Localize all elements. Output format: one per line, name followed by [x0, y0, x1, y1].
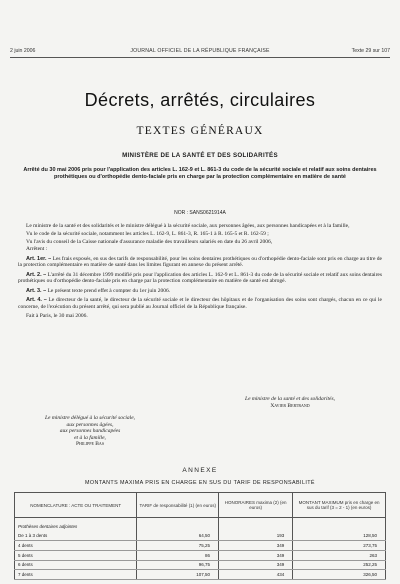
group-label: Prothèses dentaires adjointes [15, 518, 137, 532]
body-paragraph: Arrêtent : [26, 246, 48, 253]
section-title: TEXTES GÉNÉRAUX [136, 125, 264, 137]
article-text: Le présent texte prend effet à compter du 1er juin 2006. [47, 287, 171, 294]
article-text: L'arrêté du 31 décembre 1999 modifié pris pour l'application des articles L. 162-9 et L. 861-3 du code de la sécurité sociale et relatif aux soins dentaires prothétiques ou d'orthopédie dento-faciale pris en charge par la protection complémentaire en matière de santé est abrogé. [18, 271, 383, 285]
signature-role-line: et à la famille, [74, 434, 106, 441]
cell-tarif: 86 [137, 550, 219, 560]
cell-honoraires: 434 [219, 570, 293, 580]
column-header-honoraires: HONORAIRES maxima (2) (en euros) [219, 493, 293, 518]
table-row [15, 550, 386, 560]
header-rule [10, 57, 390, 58]
ministry-heading: MINISTÈRE DE LA SANTÉ ET DES SOLIDARITÉS [122, 152, 278, 159]
cell-honoraires: 349 [219, 550, 293, 560]
annexe-table [14, 492, 386, 580]
cell-montant: 252,25 [293, 560, 386, 570]
article-3 [18, 288, 382, 295]
signature-role-line: Le ministre délégué à la sécurité sociale, [44, 415, 136, 421]
cell-montant: 128,50 [293, 531, 386, 540]
cell-tarif: 107,50 [137, 570, 219, 580]
signature-role-line: aux personnes âgées, [66, 421, 114, 428]
article-2 [18, 272, 382, 285]
signature-right [200, 396, 380, 409]
article-text: Le directeur de la santé, le directeur de la sécurité sociale et le directeur des hôpitaux et de l'organisation des soins sont chargés, chacun en ce qui le concerne, de l'exécution du présent arrêté, qui sera publié au Journal officiel de la République française. [18, 297, 382, 310]
cell-label: De 1 à 3 dents [15, 531, 137, 540]
annexe-table-wrapper [14, 492, 386, 584]
article-text: Les frais exposés, en sus des tarifs de responsabilité, pour les soins dentaires prothétiques ou d'orthopédie dento-faciale sont pris en charge au titre de la protection complémentaire en matière de santé dans les limites figurant en annexe du présent arrêté. [18, 255, 382, 269]
cell-tarif: 64,50 [137, 531, 219, 540]
header-date: 2 juin 2006 [10, 48, 36, 54]
signature-name: Philippe Bas [75, 441, 105, 447]
cell-tarif: 96,75 [137, 560, 219, 570]
cell-label: 6 dents [15, 560, 137, 570]
body-paragraph: Le ministre de la santé et des solidarités et le ministre délégué à la sécurité sociale, aux personnes âgées, aux personnes handicapées et à la famille, [26, 223, 350, 229]
cell-label: 5 dents [15, 550, 137, 560]
body-paragraph: Vu l'avis du conseil de la Caisse nationale d'assurance maladie des travailleurs salariés en date du 26 avril 2006, [26, 238, 273, 245]
column-header-nomenclature: NOMENCLATURE : ACTE OU TRAITEMENT [15, 493, 137, 518]
table-group-row [15, 518, 386, 532]
column-header-tarif: TARIF de responsabilité (1) (en euros) [137, 493, 219, 518]
article-label: Art. 2. – [26, 271, 47, 278]
cell-tarif: 75,25 [137, 540, 219, 550]
document-body [18, 223, 382, 321]
annexe-title: ANNEXE [182, 467, 218, 474]
header-texte-number: Texte 29 sur 107 [351, 48, 390, 54]
signature-role-line: aux personnes handicapées [59, 428, 121, 434]
cell-honoraires: 349 [219, 560, 293, 570]
cell-label: 4 dents [15, 540, 137, 550]
table-header-row [15, 493, 386, 518]
body-paragraph: Vu le code de la sécurité sociale, notamment les articles L. 162-9, L. 861-3, R. 165-1 à R. 165-5 et R. 162-59 ; [26, 230, 269, 237]
table-row [15, 560, 386, 570]
cell-montant: 263 [293, 550, 386, 560]
signature-name: Xavier Bertrand [270, 402, 310, 409]
cell-honoraires: 193 [219, 531, 293, 540]
nor-reference: NOR : SANS0621914A [174, 210, 226, 216]
header-journal: JOURNAL OFFICIEL DE LA RÉPUBLIQUE FRANÇAISE [130, 48, 270, 54]
arrete-title: Arrêté du 30 mai 2006 pris pour l'application des articles L. 162-9 et L. 861-3 du code de la sécurité sociale et relatif aux soins dentaires prothétiques ou d'orthopédie dento-faciale pris en charge par la protection complémentaire en matière de santé [23, 167, 377, 180]
cell-montant: 273,75 [293, 540, 386, 550]
article-label: Art. 1er. – [26, 255, 52, 262]
table-row [15, 570, 386, 580]
article-label: Art. 4. – [26, 297, 47, 304]
cell-honoraires: 349 [219, 540, 293, 550]
table-row [15, 540, 386, 550]
table-row [15, 531, 386, 540]
cell-label: 7 dents [15, 570, 137, 580]
annexe-subtitle: MONTANTS MAXIMA PRIS EN CHARGE EN SUS DU TARIF DE RESPONSABILITÉ [85, 480, 315, 486]
signature-role: Le ministre de la santé et des solidarités, [245, 396, 335, 402]
article-1 [18, 256, 382, 269]
cell-montant: 326,50 [293, 570, 386, 580]
main-title: Décrets, arrêtés, circulaires [84, 90, 316, 110]
signature-left [25, 415, 155, 448]
column-header-montant: MONTANT MAXIMUM pris en charge en sus du tarif (3 = 2 - 1) (en euros) [293, 493, 386, 518]
article-label: Art. 3. – [26, 287, 47, 294]
fait-a-paris: Fait à Paris, le 30 mai 2006. [26, 313, 88, 320]
article-4 [18, 297, 382, 310]
